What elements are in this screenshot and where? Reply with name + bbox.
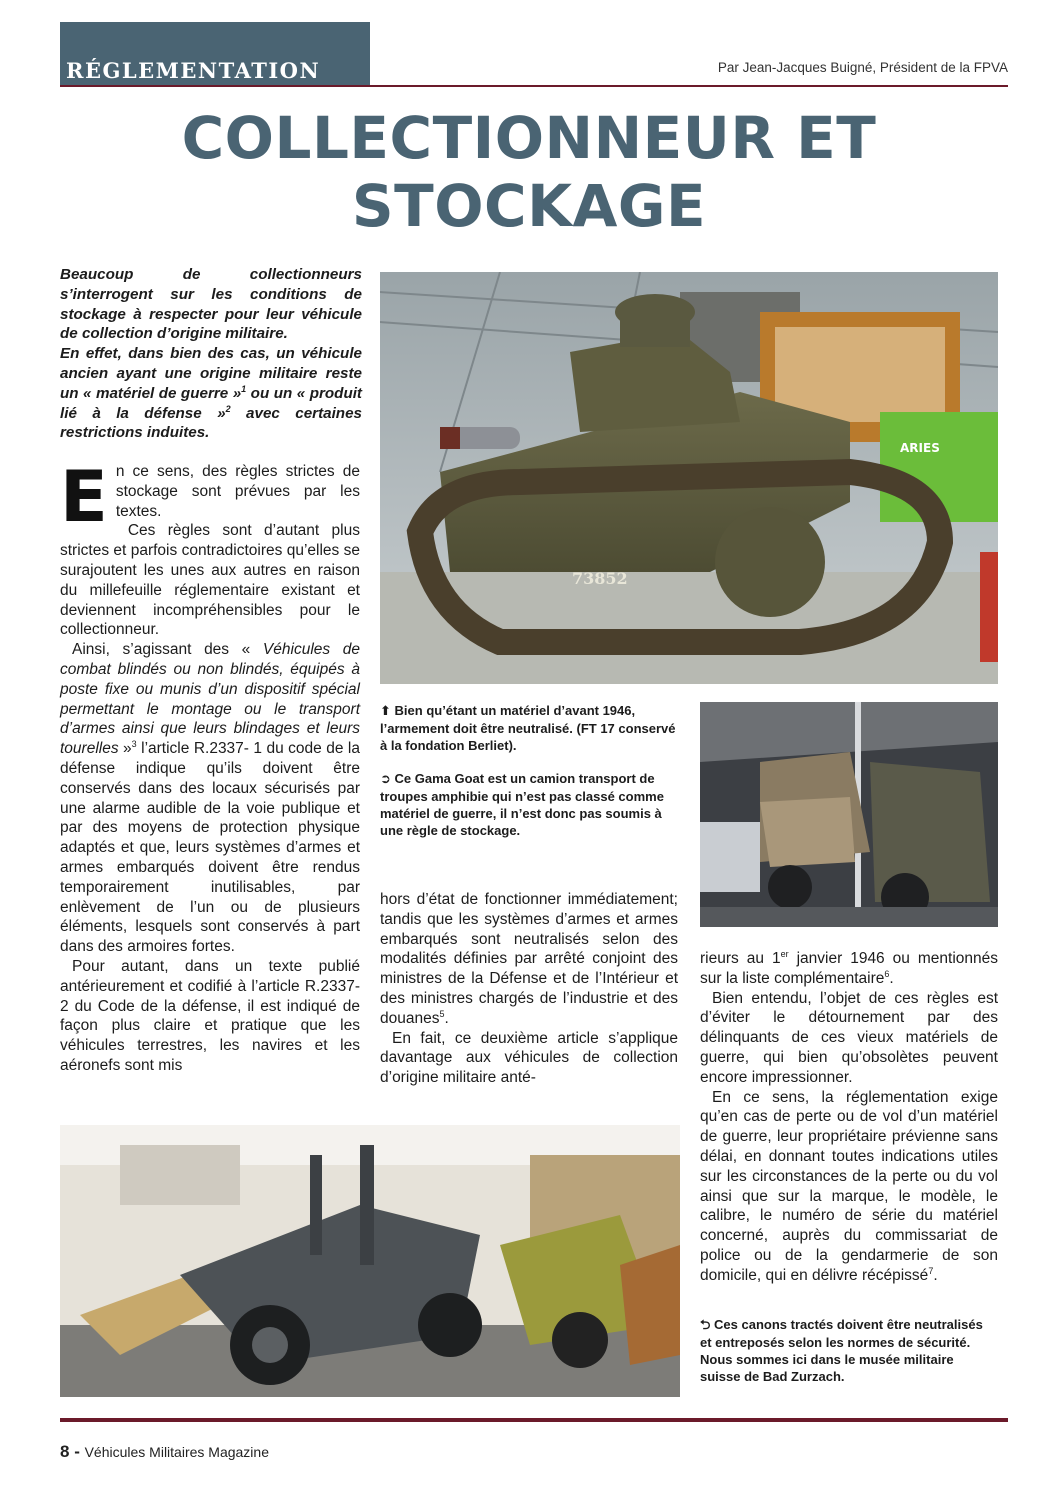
caption-gama-goat: ➲ Ce Gama Goat est un camion transport de troupes amphibie qui n’est pas classé comme matériel de guerre, il n’est donc pas soumis à une règle de stockage. xyxy=(380,771,664,838)
byline: Par Jean-Jacques Buigné, Président de la FPVA xyxy=(717,60,1008,75)
arrow-back-icon: ⮌ xyxy=(700,1318,711,1333)
body-column-1 xyxy=(60,456,360,1076)
footnote-ref: 5 xyxy=(439,1008,445,1019)
caption-tank: ⬆ Bien qu’étant un matériel d’avant 1946, l’armement doit être neutralisé. (FT 17 conservé à la fondation Berliet). xyxy=(380,703,676,753)
footnote-ref: 7 xyxy=(928,1265,934,1276)
intro-line-1: Beaucoup de collectionneurs s’interrogent sur les conditions de stockage à respecter pour leur véhicule de collection d’origine militaire. xyxy=(60,266,362,343)
footer-separator: - xyxy=(69,1442,85,1461)
section-rubric xyxy=(60,22,370,86)
body-paragraph: Pour autant, dans un texte publié antérieurement et codifié à l’article R.2337-2 du Code de la défense, il est indiqué de façon plus claire et pratique que les véhicules terrestres, les navires et les aéronefs sont mis xyxy=(60,957,360,1074)
footnote-ref: 2 xyxy=(225,403,231,414)
arrow-up-icon: ⬆ xyxy=(380,704,391,719)
body-paragraph: hors d’état de fonctionner immédiatement; tandis que les systèmes d’armes et armes embarqués sont neutralisés selon des modalités définies par arrêté conjoint des ministres de la Défense et de l’Intérieur et des ministres chargés de l’industrie et des douanes$^5$. xyxy=(380,891,678,1027)
body-paragraph: n ce sens, des règles strictes de stockage sont prévues par les textes. xyxy=(115,463,360,520)
body-paragraph: En fait, ce deuxième article s’applique davantage aux véhicules de collection d’origine militaire anté- xyxy=(380,1029,678,1087)
body-paragraph: Ainsi, s’agissant des « Véhicules de combat blindés ou non blindés, équipés à poste fixe ou munis d’un dispositif spécial permettant le montage ou le transport d’armes ainsi que leurs blindages et leurs tourelles »$^3$ l’article R.2337- 1 du code de la défense indique qu’ils doivent être conservés dans des locaux sécurisés par une alarme audible de la voie publique et par des moyens de protection physique adaptés et que, leurs systèmes d’armes et armes embarqués doivent être rendus temporairement inutilisables, par enlèvement de l’un ou de plusieurs éléments, lesquels sont conservés à part dans des armoires fortes. xyxy=(60,641,360,956)
header-rule xyxy=(60,85,1008,87)
photo-gama-goat xyxy=(700,702,998,927)
body-paragraph: rieurs au 1er janvier 1946 ou mentionnés sur la liste complémentaire$^6$. xyxy=(700,948,999,987)
drop-cap: E xyxy=(60,456,108,538)
photo-towed-cannons xyxy=(60,1125,680,1397)
intro-paragraph xyxy=(60,265,362,443)
tank-serial-number: 73852 xyxy=(572,569,628,588)
quoted-text: Véhicules de combat blindés ou non blindés, équipés à poste fixe ou munis d’un dispositif spécial permettant le montage ou le transport d’armes ainsi que leurs blindages et leurs tourelles xyxy=(60,641,360,758)
body-paragraph: Ces règles sont d’autant plus strictes et parfois contradictoires qu’elles se surajoutent les unes aux autres en raison du millefeuille réglementaire existant et deviennent incompréhensibles pour le collectionneur. xyxy=(60,522,360,639)
caption-cannons: ⮌ Ces canons tractés doivent être neutralisés et entreposés selon les normes de sécurité. Nous sommes ici dans le musée militaire suisse de Bad Zurzach. xyxy=(700,1317,983,1384)
footnote-ref: 6 xyxy=(884,968,890,979)
intro-line-3: ou un « produit lié à la défense » xyxy=(60,384,362,422)
superscript: er xyxy=(780,948,789,959)
footnote-ref: 3 xyxy=(131,739,137,749)
body-paragraph: Bien entendu, l’objet de ces règles est d’éviter le détournement par des délinquants de ces vieux matériels de guerre, qui bien qu’obsolètes peuvent encore impressionner. xyxy=(700,989,998,1086)
body-column-3 xyxy=(700,949,998,1286)
photo-ft17-tank xyxy=(380,272,998,684)
body-paragraph: En ce sens, la réglementation exige qu’en cas de perte ou de vol d’un matériel de guerre, leur propriétaire prévienne sans délai, en donnant toutes indications utiles sur les circonstances de la perte ou du vol ainsi que sur la marque, le modèle, le calibre, le numéro de série du matériel concerné, auprès du commissariat de police ou de la gendarmerie de son domicile, qui en délivre récépissé$^7$. xyxy=(700,1088,998,1284)
title-line-1: COLLECTIONNEUR ET xyxy=(181,104,877,172)
title-line-2: STOCKAGE xyxy=(351,172,707,240)
intro-line-4: avec certaines restrictions induites. xyxy=(60,404,362,442)
magazine-name: Véhicules Militaires Magazine xyxy=(84,1444,269,1460)
aries-sign: ARIES xyxy=(900,441,940,455)
intro-line-2: En effet, dans bien des cas, un véhicule ancien ayant une origine militaire reste un « matériel de guerre » xyxy=(60,345,362,402)
page-number: 8 xyxy=(60,1442,70,1461)
page-footer xyxy=(60,1442,269,1462)
footer-rule xyxy=(60,1418,1008,1422)
footnote-ref: 1 xyxy=(241,383,247,394)
body-column-2 xyxy=(380,890,678,1088)
article-title xyxy=(60,104,998,240)
arrow-right-icon: ➲ xyxy=(380,772,391,787)
section-label: RÉGLEMENTATION xyxy=(66,58,321,83)
